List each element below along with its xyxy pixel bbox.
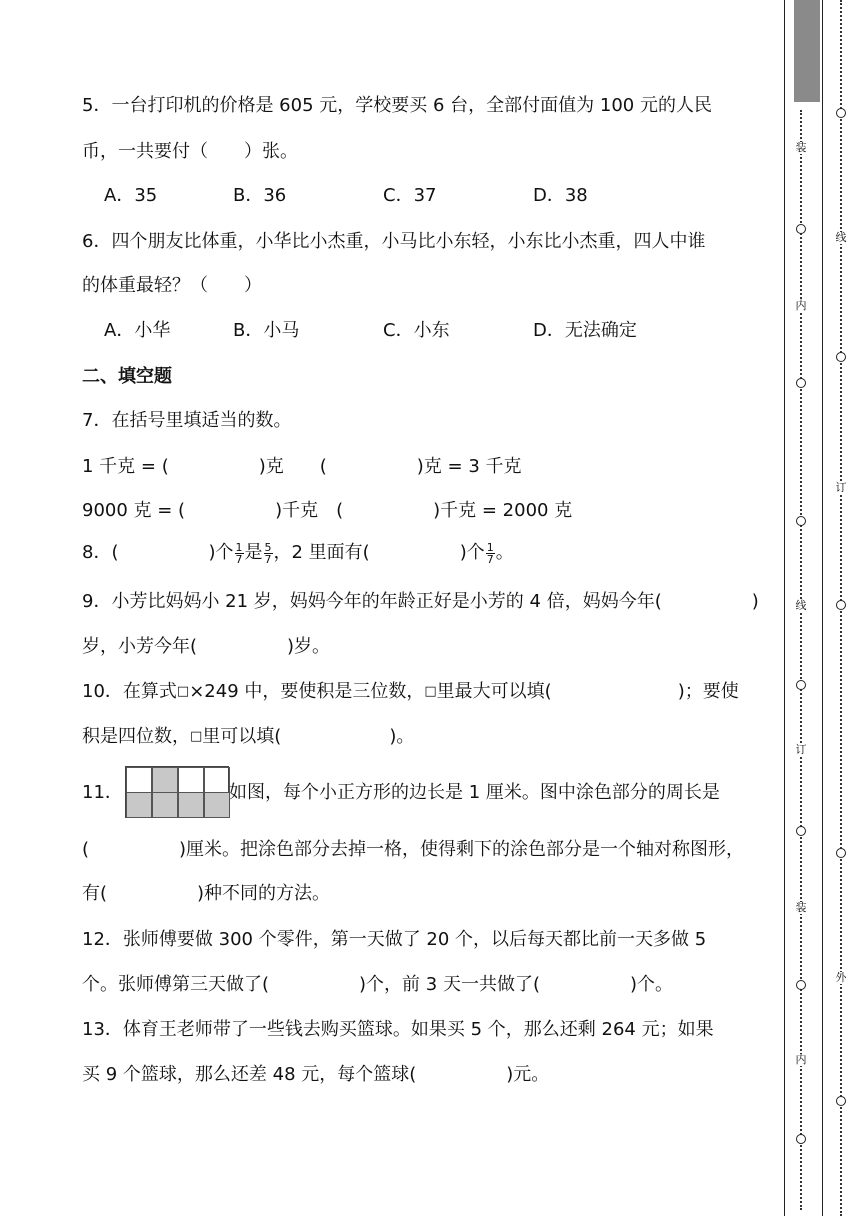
q6-option-a: A．小华	[104, 320, 171, 341]
q11-label: 11．	[82, 782, 123, 803]
margin-label-xian-outer: 线	[835, 231, 847, 244]
q8-part2: 是	[244, 542, 263, 563]
blank-box-icon: □	[190, 729, 203, 744]
q10-text-b: ×249 中，要使积是三位数，	[189, 681, 425, 702]
q7-line2: 1 千克 = ( )克 ( )克 = 3 千克	[82, 456, 522, 477]
circle-icon	[796, 826, 806, 836]
q7-line1: 7．在括号里填适当的数。	[82, 410, 292, 431]
q8-part3: ，2 里面有( )个	[273, 542, 485, 563]
circle-icon	[796, 224, 806, 234]
margin-label-wai: 外	[835, 971, 847, 984]
q6-line1: 6．四个朋友比体重，小华比小杰重，小马比小东轻，小东比小杰重，四人中谁	[82, 231, 706, 252]
q6-option-d: D．无法确定	[533, 320, 637, 341]
square-grid-figure	[125, 766, 229, 818]
q9-line2: 岁，小芳今年( )岁。	[82, 636, 331, 657]
q5-option-d: D．38	[533, 185, 588, 206]
q8-fraction-2: $\frac{5}{7}$	[264, 540, 272, 566]
q5-option-c: C．37	[383, 185, 437, 206]
grid-cell	[204, 767, 230, 793]
q5-option-a: A．35	[104, 185, 158, 206]
circle-icon	[796, 516, 806, 526]
q12-line1: 12．张师傅要做 300 个零件，第一天做了 20 个，以后每天都比前一天多做 5	[82, 929, 707, 950]
circle-icon	[836, 1096, 846, 1106]
q13-line1: 13．体育王老师带了一些钱去购买篮球。如果买 5 个，那么还剩 264 元；如果	[82, 1019, 714, 1040]
grid-cell	[126, 767, 152, 793]
circle-icon	[836, 600, 846, 610]
q8-line	[82, 541, 514, 565]
margin-label-ding-outer: 订	[835, 481, 847, 494]
q8-part1: 8．( )个	[82, 542, 234, 563]
q13-line2: 买 9 个篮球，那么还差 48 元，每个篮球( )元。	[82, 1064, 550, 1085]
margin-label-ding: 订	[795, 743, 807, 756]
grid-cell-shaded	[204, 792, 230, 818]
q8-fraction-1: $\frac{1}{7}$	[235, 540, 243, 566]
circle-icon	[796, 1134, 806, 1144]
q11-line3: 有( )种不同的方法。	[82, 883, 331, 904]
q10-text-c: 里最大可以填( )；要使	[436, 681, 739, 702]
blank-box-icon: □	[424, 684, 437, 699]
margin-label-nei: 内	[795, 299, 807, 312]
q6-option-b: B．小马	[233, 320, 300, 341]
margin-border-line	[784, 0, 785, 1216]
inner-cut-line	[800, 110, 804, 1210]
q12-line2: 个。张师傅第三天做了( )个，前 3 天一共做了( )个。	[82, 974, 673, 995]
q11-line2: ( )厘米。把涂色部分去掉一格，使得剩下的涂色部分是一个轴对称图形，	[82, 839, 745, 860]
circle-icon	[836, 848, 846, 858]
q5-line2: 币，一共要付（ ）张。	[82, 141, 298, 162]
section-heading-fill-in: 二、填空题	[82, 366, 172, 387]
margin-label-xian: 线	[795, 599, 807, 612]
grid-cell-shaded	[152, 767, 178, 793]
margin-label-zhuang: 装	[795, 141, 807, 154]
grid-cell-shaded	[126, 792, 152, 818]
q6-line2: 的体重最轻？（ ）	[82, 275, 262, 296]
q6-option-c: C．小东	[383, 320, 450, 341]
grid-cell-shaded	[152, 792, 178, 818]
q9-line1: 9．小芳比妈妈小 21 岁，妈妈今年的年龄正好是小芳的 4 倍，妈妈今年( )	[82, 591, 759, 612]
q8-fraction-3: $\frac{1}{7}$	[486, 540, 494, 566]
circle-icon	[796, 680, 806, 690]
circle-icon	[796, 980, 806, 990]
circle-icon	[796, 378, 806, 388]
q8-part4: 。	[495, 542, 514, 563]
q7-line3: 9000 克 = ( )千克 ( )千克 = 2000 克	[82, 500, 573, 521]
grid-cell	[178, 767, 204, 793]
q11-line1: 如图，每个小正方形的边长是 1 厘米。图中涂色部分的周长是	[229, 782, 720, 803]
q5-line1: 5．一台打印机的价格是 605 元，学校要买 6 台，全部付面值为 100 元的人民	[82, 95, 712, 116]
circle-icon	[836, 108, 846, 118]
grid-cell-shaded	[178, 792, 204, 818]
q10-text-e: 里可以填( )。	[202, 726, 415, 747]
q10-line1	[82, 680, 739, 704]
margin-label-nei-2: 内	[795, 1053, 807, 1066]
blank-box-icon: □	[176, 684, 190, 699]
binding-tab	[794, 0, 820, 102]
margin-border-line	[822, 0, 823, 1216]
margin-label-zhuang-2: 装	[795, 901, 807, 914]
q10-line2	[82, 725, 414, 749]
circle-icon	[836, 352, 846, 362]
q10-text-a: 10．在算式	[82, 681, 177, 702]
q10-text-d: 积是四位数，	[82, 726, 190, 747]
q5-option-b: B．36	[233, 185, 287, 206]
